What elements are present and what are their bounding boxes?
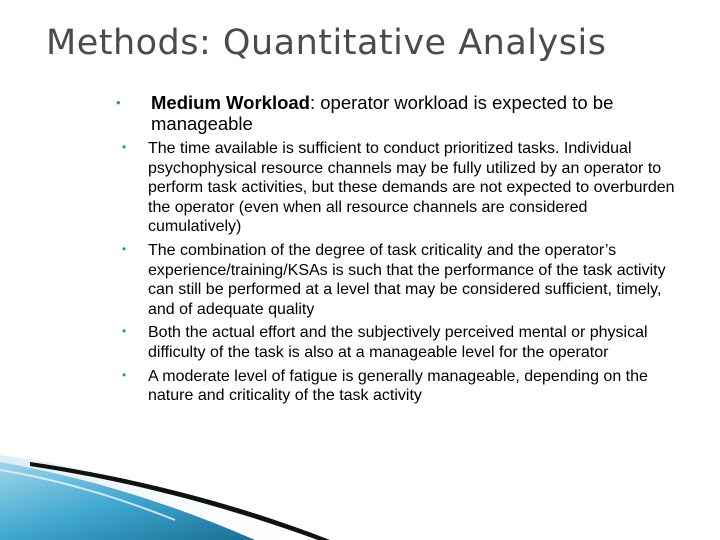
bullet-marker: •	[122, 140, 127, 154]
bullet-marker: •	[122, 367, 127, 382]
bullet-marker: •	[116, 95, 121, 110]
swoosh-light-band	[0, 455, 330, 540]
sub-bullet-text: The time available is sufficient to conduct prioritized tasks. Individual psychophysical resource channels may be fully utilized by an operator to perform task activities, but these demands are not expected to overburden the operator (even when all resource channels are considered cumulatively)	[148, 140, 675, 236]
slide-title: Methods: Quantitative Analysis	[46, 23, 607, 63]
sub-bullet-item	[118, 241, 678, 319]
bullet-marker: •	[122, 324, 127, 339]
slide-content	[118, 92, 693, 410]
sub-bullet-text: Both the actual effort and the subjectively perceived mental or physical difficulty of the task is also at a manageable level for the operator	[148, 324, 648, 361]
swoosh-dark-line	[30, 462, 330, 540]
swoosh-highlight	[0, 470, 175, 520]
sub-bullet-list	[118, 139, 693, 406]
swoosh-blue-band	[0, 462, 255, 540]
main-bullet	[118, 92, 693, 134]
main-bullet-text: : operator workload is expected to be manageable	[151, 92, 614, 134]
sub-bullet-item	[118, 139, 678, 237]
sub-bullet-item	[118, 367, 678, 406]
sub-bullet-text: The combination of the degree of task criticality and the operator’s experience/training/KSAs is such that the performance of the task activity can still be performed at a level that may be considered sufficient, timely, and of adequate quality	[148, 241, 666, 318]
sub-bullet-text: A moderate level of fatigue is generally manageable, depending on the nature and criticality of the task activity	[148, 367, 648, 405]
main-bullet-lead: Medium Workload	[151, 92, 310, 113]
bullet-marker: •	[122, 241, 127, 256]
sub-bullet-item	[118, 323, 678, 362]
